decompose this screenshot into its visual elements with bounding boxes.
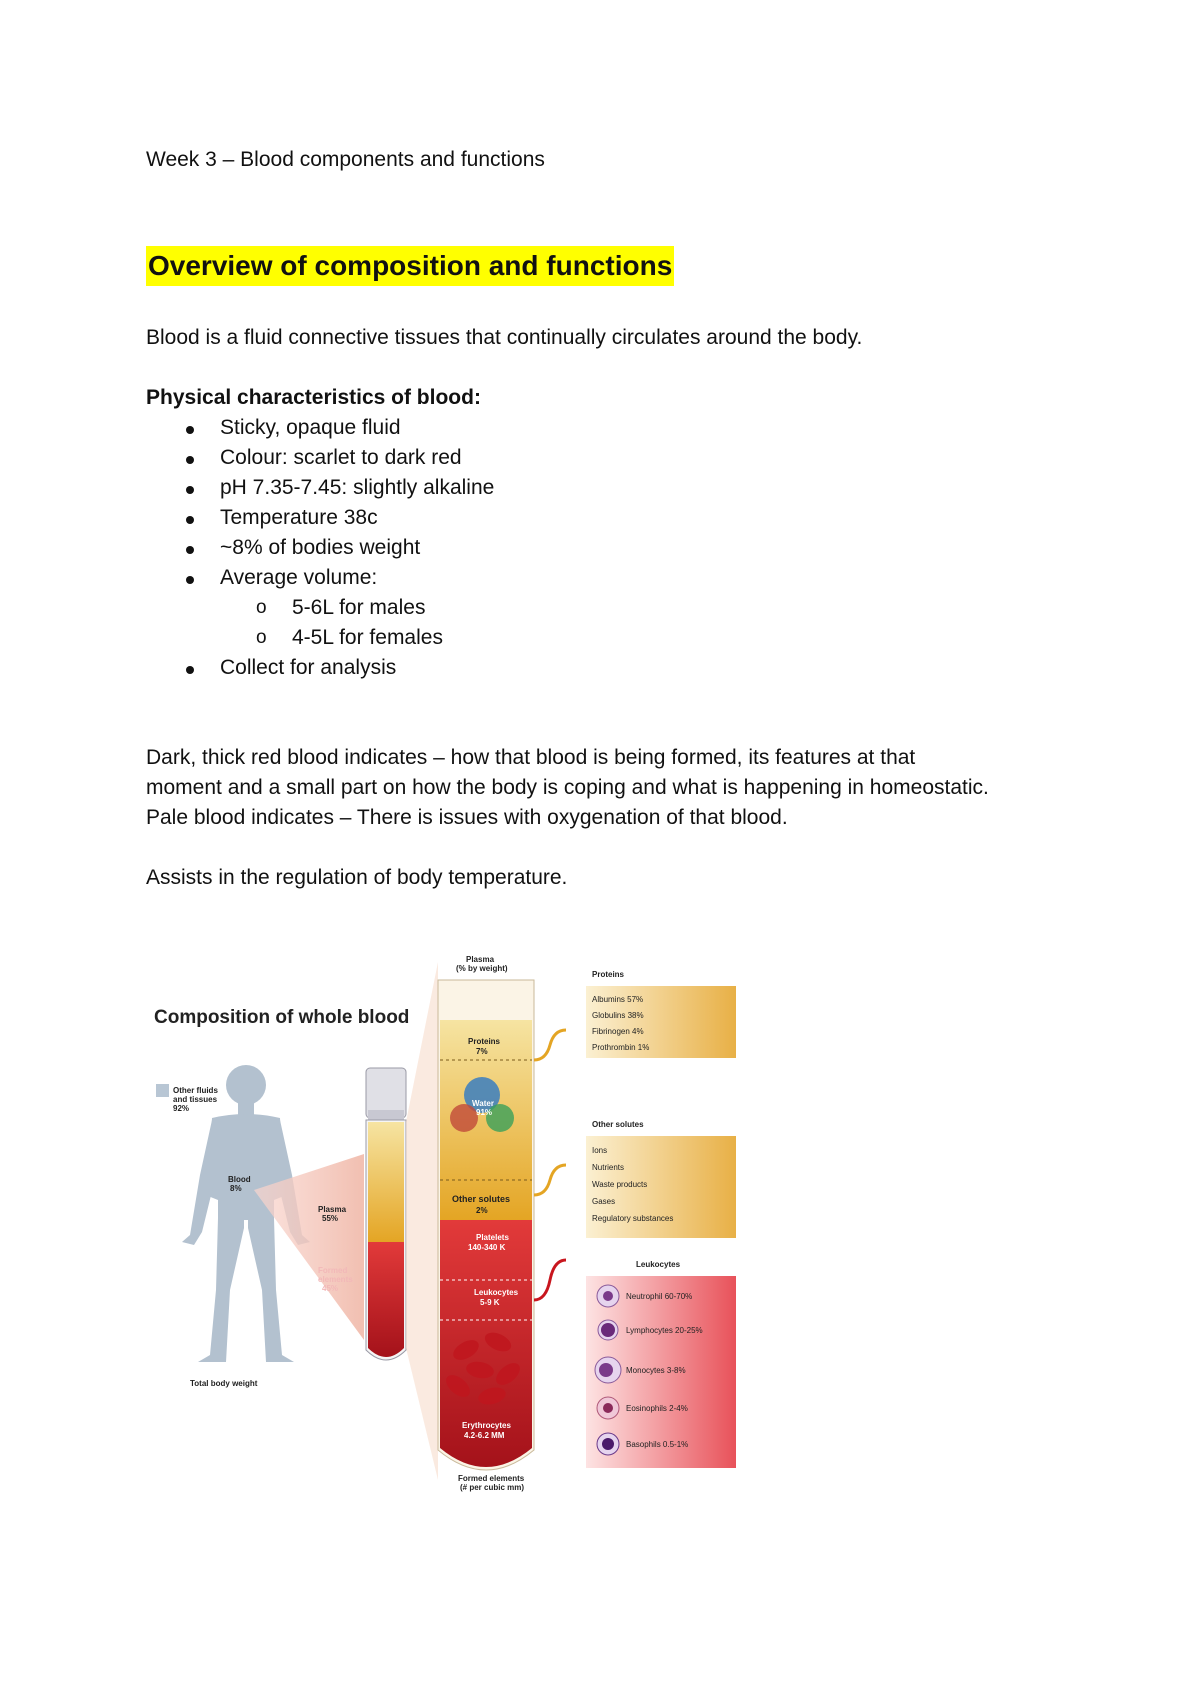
solutes-item: Regulatory substances — [592, 1214, 674, 1223]
plasma-header: Plasma — [466, 955, 495, 964]
proteins-item: Globulins 38% — [592, 1011, 644, 1020]
leukocytes-item: Monocytes 3-8% — [626, 1366, 686, 1375]
bullet-icon — [186, 516, 194, 524]
proteins-label: Proteins — [468, 1037, 501, 1046]
leukocytes-item: Neutrophil 60-70% — [626, 1292, 693, 1301]
figure-title: Composition of whole blood — [154, 1007, 410, 1028]
blood-pct: 8% — [230, 1184, 242, 1193]
leukocytes-box-title: Leukocytes — [636, 1260, 681, 1269]
proteins-item: Fibrinogen 4% — [592, 1027, 644, 1036]
list-item: Temperature 38c — [146, 503, 494, 533]
other-solutes-pct: 2% — [476, 1206, 488, 1215]
bullet-icon — [186, 456, 194, 464]
characteristics-list — [146, 413, 494, 683]
proteins-pct: 7% — [476, 1047, 488, 1056]
leukocytes-label: Leukocytes — [474, 1288, 519, 1297]
proteins-item: Prothrombin 1% — [592, 1043, 650, 1052]
list-item: Sticky, opaque fluid — [146, 413, 494, 443]
tube-zoom-fan — [406, 962, 438, 1480]
blood-label: Blood — [228, 1175, 251, 1184]
tube-formed-label: elements — [318, 1275, 353, 1284]
platelets-value: 140-340 K — [468, 1243, 506, 1252]
characteristics-title: Physical characteristics of blood: — [146, 386, 481, 409]
erythrocytes-value: 4.2-6.2 MM — [464, 1431, 505, 1440]
leukocytes-item: Eosinophils 2-4% — [626, 1404, 688, 1413]
proteins-box-title: Proteins — [592, 970, 625, 979]
arrow-icon — [534, 1260, 566, 1300]
tube-formed-label: Formed — [318, 1266, 348, 1275]
circle-bullet-icon: o — [256, 627, 267, 648]
plasma-header-sub: (% by weight) — [456, 964, 508, 973]
regulation-paragraph: Assists in the regulation of body temperature. — [146, 866, 568, 889]
section-heading: Overview of composition and functions — [146, 246, 674, 286]
list-item: Collect for analysis — [146, 653, 494, 683]
bullet-icon — [186, 666, 194, 674]
water-pct: 91% — [476, 1108, 493, 1117]
formed-footer-sub: (# per cubic mm) — [460, 1483, 525, 1492]
bullet-icon — [186, 546, 194, 554]
page-header: Week 3 – Blood components and functions — [146, 148, 545, 171]
proteins-item: Albumins 57% — [592, 995, 644, 1004]
solutes-box-title: Other solutes — [592, 1120, 644, 1129]
bullet-icon — [186, 576, 194, 584]
water-label: Water — [472, 1099, 494, 1108]
solutes-item: Ions — [592, 1146, 608, 1155]
solutes-item: Nutrients — [592, 1163, 625, 1172]
list-item: Average volume: — [146, 563, 494, 593]
leukocytes-item: Basophils 0.5-1% — [626, 1440, 689, 1449]
bullet-icon — [186, 486, 194, 494]
small-test-tube — [366, 1068, 406, 1360]
dark-blood-line-1: Dark, thick red blood indicates – how that blood is being formed, its features at that — [146, 746, 916, 769]
list-item: pH 7.35-7.45: slightly alkaline — [146, 473, 494, 503]
platelets-label: Platelets — [476, 1233, 509, 1242]
arrow-icon — [534, 1030, 566, 1060]
legend-pct: 92% — [173, 1104, 190, 1113]
blood-composition-figure — [146, 950, 746, 1495]
formed-footer: Formed elements — [458, 1474, 525, 1483]
arrow-icon — [534, 1165, 566, 1195]
erythrocytes-label: Erythrocytes — [462, 1421, 511, 1430]
bullet-icon — [186, 426, 194, 434]
circle-bullet-icon: o — [256, 597, 267, 618]
sub-list-item: o 4-5L for females — [146, 623, 494, 653]
solutes-item: Gases — [592, 1197, 616, 1206]
tube-formed-pct: 45% — [322, 1284, 339, 1293]
dark-blood-line-2: moment and a small part on how the body is coping and what is happening in homeostatic. — [146, 776, 989, 799]
tube-plasma-pct: 55% — [322, 1214, 339, 1223]
solutes-item: Waste products — [592, 1180, 648, 1189]
legend-label: Other fluids — [173, 1086, 218, 1095]
legend-swatch — [156, 1084, 169, 1097]
legend-label: and tissues — [173, 1095, 218, 1104]
other-solutes-label: Other solutes — [452, 1194, 511, 1204]
leukocytes-item: Lymphocytes 20-25% — [626, 1326, 703, 1335]
list-item: ~8% of bodies weight — [146, 533, 494, 563]
tube-plasma-label: Plasma — [318, 1205, 347, 1214]
body-caption: Total body weight — [190, 1379, 258, 1388]
pale-blood-paragraph: Pale blood indicates – There is issues with oxygenation of that blood. — [146, 806, 788, 829]
list-item: Colour: scarlet to dark red — [146, 443, 494, 473]
sub-list-item: o 5-6L for males — [146, 593, 494, 623]
leukocytes-value: 5-9 K — [480, 1298, 500, 1307]
intro-paragraph: Blood is a fluid connective tissues that continually circulates around the body. — [146, 326, 863, 349]
